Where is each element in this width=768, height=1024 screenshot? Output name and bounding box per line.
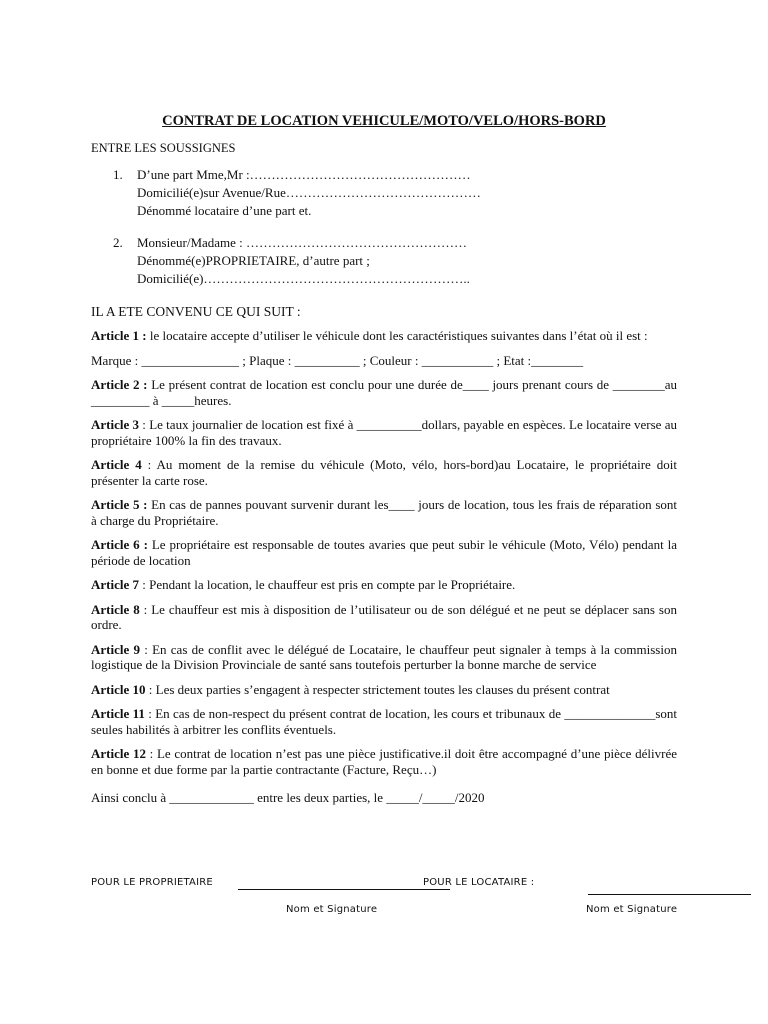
article-label: Article 3 xyxy=(91,417,140,432)
owner-signature-label: POUR LE PROPRIETAIRE xyxy=(91,877,213,888)
vehicle-details-line xyxy=(91,353,677,369)
party-1-line-2: Domicilié(e)sur Avenue/Rue……………………………………… xyxy=(137,185,481,200)
article-label: Article 9 xyxy=(91,641,140,657)
article-label: Article 7 xyxy=(91,577,140,592)
article-text: Le présent contrat de location est conclu pour une durée de____ jours prenant cours de ________au _________ à _____heures. xyxy=(91,377,677,408)
article-10 xyxy=(91,682,677,698)
article-text: : En cas de non-respect du présent contrat de location, les cours et tribunaux de ______________sont seules habilités à arbitrer les conflits éventuels. xyxy=(91,706,677,737)
party-1 xyxy=(113,166,481,220)
conclusion-line: Ainsi conclu à _____________ entre les deux parties, le _____/_____/2020 xyxy=(91,790,485,805)
article-label: Article 8 xyxy=(91,601,140,617)
article-label: Article 5 : xyxy=(91,497,148,512)
article-label: Article 11 xyxy=(91,706,145,721)
owner-name-signature: Nom et Signature xyxy=(286,904,378,915)
article-4 xyxy=(91,457,677,488)
tenant-signature-line xyxy=(588,894,751,895)
tenant-signature-label: POUR LE LOCATAIRE : xyxy=(423,877,535,888)
article-label: Article 4 xyxy=(91,457,142,472)
party-1-line-3: Dénommé locataire d’une part et. xyxy=(137,203,312,218)
article-7 xyxy=(91,577,677,593)
article-text: En cas de pannes pouvant survenir durant les____ jours de location, tous les frais de réparation sont à charge du Propriétaire. xyxy=(91,497,677,528)
article-text: : Le chauffeur est mis à disposition de l’utilisateur ou de son délégué et ne peut se déplacer sans son ordre. xyxy=(91,601,677,632)
owner-signature-line xyxy=(238,889,450,890)
document-title: CONTRAT DE LOCATION VEHICULE/MOTO/VELO/HORS-BORD xyxy=(162,113,606,129)
article-2 xyxy=(91,377,677,408)
party-1-line-1: D’une part Mme,Mr :…………………………………………… xyxy=(137,167,471,182)
article-label: Article 1 : xyxy=(91,328,147,343)
article-label: Article 10 xyxy=(91,681,146,697)
article-3 xyxy=(91,417,677,448)
article-label: Article 6 : xyxy=(91,537,148,552)
article-label: Article 2 : xyxy=(91,377,148,392)
article-text: : En cas de conflit avec le délégué de Locataire, le chauffeur peut signaler à temps à la commission logistique de la Division Provinciale de santé sans toutefois perturber la bonne marche de service xyxy=(91,641,677,672)
intro-heading: ENTRE LES SOUSSIGNES xyxy=(91,141,236,155)
article-5 xyxy=(91,497,677,528)
article-text: : Le taux journalier de location est fixé à __________dollars, payable en espèces. Le locataire verse au propriétaire 100% la fin des travaux. xyxy=(91,417,677,448)
article-label: Article 12 xyxy=(91,746,146,761)
article-6 xyxy=(91,537,677,568)
article-text: : Au moment de la remise du véhicule (Moto, vélo, hors-bord)au Locataire, le propriétaire doit présenter la carte rose. xyxy=(91,457,677,488)
party-2-line-2: Dénommé(e)PROPRIETAIRE, d’autre part ; xyxy=(137,253,370,268)
party-2-line-1: Monsieur/Madame : …………………………………………… xyxy=(137,235,468,250)
article-8 xyxy=(91,602,677,633)
party-2 xyxy=(113,234,470,288)
agreement-heading: IL A ETE CONVENU CE QUI SUIT : xyxy=(91,304,301,319)
article-12 xyxy=(91,746,677,777)
tenant-name-signature: Nom et Signature xyxy=(586,904,678,915)
article-text: : Le contrat de location n’est pas une pièce justificative.il doit être accompagné d’une pièce délivrée en bonne et due forme par la partie contractante (Facture, Reçu…) xyxy=(91,746,677,777)
articles-section xyxy=(91,328,677,819)
article-text: : Pendant la location, le chauffeur est pris en compte par le Propriétaire. xyxy=(139,577,516,592)
party-number: 1. xyxy=(113,167,123,182)
article-text: : Les deux parties s’engagent à respecter strictement toutes les clauses du présent contrat xyxy=(145,681,610,697)
article-1 xyxy=(91,328,677,344)
party-number: 2. xyxy=(113,235,123,250)
article-9 xyxy=(91,642,677,673)
party-2-line-3: Domicilié(e)…………………………………………………….. xyxy=(137,271,470,286)
vehicle-details-text: Marque : _______________ ; Plaque : __________ ; Couleur : ___________ ; Etat :________ xyxy=(91,352,584,368)
article-text: Le propriétaire est responsable de toutes avaries que peut subir le véhicule (Moto, Vélo) pendant la période de location xyxy=(91,537,677,568)
article-text: le locataire accepte d’utiliser le véhicule dont les caractéristiques suivantes dans l’état où il est : xyxy=(146,328,648,343)
article-11 xyxy=(91,706,677,737)
